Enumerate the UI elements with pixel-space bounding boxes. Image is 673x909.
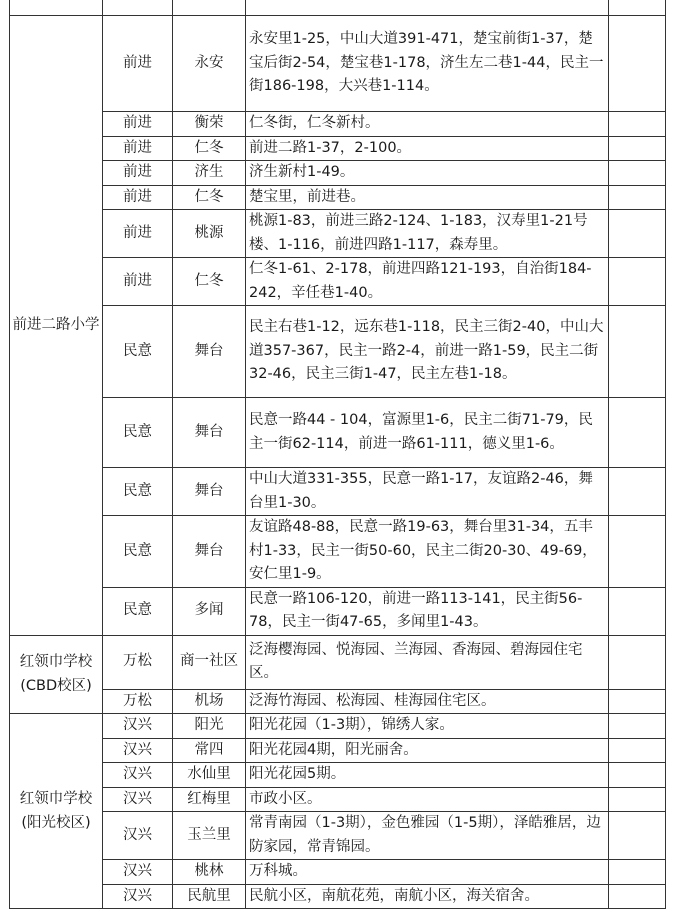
street-cell: 前进 (103, 210, 173, 258)
blank-cell (609, 516, 666, 588)
area-cell: 仁冬1-61、2-178，前进四路121-193，自治街184-242，辛任巷1-40。 (246, 258, 609, 306)
community-cell (173, 0, 246, 16)
street-cell: 汉兴 (103, 884, 173, 909)
community-cell: 仁冬 (173, 185, 246, 210)
street-cell: 民意 (103, 468, 173, 516)
street-cell: 前进 (103, 258, 173, 306)
community-cell: 仁冬 (173, 258, 246, 306)
table-row (10, 884, 666, 909)
street-cell: 前进 (103, 185, 173, 210)
blank-cell (609, 587, 666, 635)
blank-cell (609, 714, 666, 739)
blank-cell (609, 112, 666, 137)
table-row (10, 714, 666, 739)
area-cell: 阳光花园（1-3期），锦绣人家。 (246, 714, 609, 739)
community-cell: 阳光 (173, 714, 246, 739)
street-cell: 前进 (103, 136, 173, 161)
school-cell: 红领巾学校(阳光校区) (10, 714, 103, 909)
street-cell: 汉兴 (103, 860, 173, 885)
blank-cell (609, 398, 666, 468)
street-cell: 前进 (103, 161, 173, 186)
school-cell: 前进二路小学 (10, 16, 103, 636)
community-cell: 商一社区 (173, 635, 246, 689)
street-cell: 前进 (103, 112, 173, 137)
area-cell: 楚宝里，前进巷。 (246, 185, 609, 210)
area-cell: 万科城。 (246, 860, 609, 885)
blank-cell (609, 468, 666, 516)
table-row (10, 516, 666, 588)
blank-cell (609, 185, 666, 210)
table-row (10, 136, 666, 161)
street-cell: 民意 (103, 398, 173, 468)
community-cell: 桃源 (173, 210, 246, 258)
community-cell: 桃林 (173, 860, 246, 885)
blank-cell (609, 812, 666, 860)
area-cell: 前进二路1-37，2-100。 (246, 136, 609, 161)
table-row (10, 161, 666, 186)
table-row (10, 635, 666, 689)
community-cell: 民航里 (173, 884, 246, 909)
blank-cell (609, 860, 666, 885)
street-cell (103, 0, 173, 16)
area-cell: 民主右巷1-12，远东巷1-118，民主三街2-40，中山大道357-367，民主一路2-4，前进一路1-59，民主二街32-46，民主三街1-47，民主左巷1-18。 (246, 306, 609, 398)
blank-cell (609, 306, 666, 398)
table-row (10, 306, 666, 398)
table-body (10, 0, 666, 909)
community-cell: 玉兰里 (173, 812, 246, 860)
area-cell: 民意一路106-120，前进一路113-141，民主街56-78，民主一街47-65，多闻里1-43。 (246, 587, 609, 635)
blank-cell (609, 787, 666, 812)
street-cell: 汉兴 (103, 812, 173, 860)
table-row (10, 738, 666, 763)
community-cell: 舞台 (173, 398, 246, 468)
table-row (10, 258, 666, 306)
area-cell: 阳光花园4期，阳光丽舍。 (246, 738, 609, 763)
community-cell: 水仙里 (173, 763, 246, 788)
community-cell: 济生 (173, 161, 246, 186)
table-row (10, 468, 666, 516)
community-cell: 仁冬 (173, 136, 246, 161)
blank-cell (609, 210, 666, 258)
area-cell (246, 0, 609, 16)
community-cell: 常四 (173, 738, 246, 763)
community-cell: 衡荣 (173, 112, 246, 137)
area-cell: 仁冬街，仁冬新村。 (246, 112, 609, 137)
blank-cell (609, 0, 666, 16)
community-cell: 舞台 (173, 306, 246, 398)
street-cell: 民意 (103, 516, 173, 588)
community-cell: 多闻 (173, 587, 246, 635)
table-row (10, 787, 666, 812)
street-cell: 汉兴 (103, 738, 173, 763)
table-row (10, 112, 666, 137)
blank-cell (609, 738, 666, 763)
street-cell: 前进 (103, 16, 173, 112)
blank-cell (609, 16, 666, 112)
table-row (10, 812, 666, 860)
area-cell: 市政小区。 (246, 787, 609, 812)
table-row-partial (10, 0, 666, 16)
area-cell: 阳光花园5期。 (246, 763, 609, 788)
school-cell (10, 0, 103, 16)
street-cell: 万松 (103, 689, 173, 714)
community-cell: 机场 (173, 689, 246, 714)
blank-cell (609, 884, 666, 909)
area-cell: 泛海竹海园、松海园、桂海园住宅区。 (246, 689, 609, 714)
street-cell: 民意 (103, 587, 173, 635)
community-cell: 舞台 (173, 516, 246, 588)
blank-cell (609, 258, 666, 306)
table-row (10, 16, 666, 112)
community-cell: 永安 (173, 16, 246, 112)
area-cell: 永安里1-25，中山大道391-471，楚宝前街1-37，楚宝后街2-54，楚宝巷1-178，济生左二巷1-44，民主一街186-198，大兴巷1-114。 (246, 16, 609, 112)
street-cell: 万松 (103, 635, 173, 689)
street-cell: 汉兴 (103, 763, 173, 788)
school-cell: 红领巾学校(CBD校区) (10, 635, 103, 714)
blank-cell (609, 763, 666, 788)
street-cell: 汉兴 (103, 714, 173, 739)
blank-cell (609, 136, 666, 161)
community-cell: 红梅里 (173, 787, 246, 812)
table-row (10, 860, 666, 885)
table-row (10, 587, 666, 635)
area-cell: 中山大道331-355，民意一路1-17，友谊路2-46，舞台里1-30。 (246, 468, 609, 516)
table-row (10, 185, 666, 210)
school-district-table (9, 0, 666, 909)
area-cell: 民航小区，南航花苑，南航小区，海关宿舍。 (246, 884, 609, 909)
street-cell: 汉兴 (103, 787, 173, 812)
blank-cell (609, 161, 666, 186)
area-cell: 桃源1-83，前进三路2-124、1-183，汉寿里1-21号楼、1-116，前进四路1-117，森寿里。 (246, 210, 609, 258)
area-cell: 常青南园（1-3期），金色雅园（1-5期），泽皓雅居，边防家园，常青锦园。 (246, 812, 609, 860)
street-cell: 民意 (103, 306, 173, 398)
table-row (10, 689, 666, 714)
area-cell: 济生新村1-49。 (246, 161, 609, 186)
community-cell: 舞台 (173, 468, 246, 516)
area-cell: 泛海樱海园、悦海园、兰海园、香海园、碧海园住宅区。 (246, 635, 609, 689)
area-cell: 友谊路48-88，民意一路19-63，舞台里31-34，五丰村1-33，民主一街50-60，民主二街20-30、49-69，安仁里1-9。 (246, 516, 609, 588)
table-row (10, 210, 666, 258)
area-cell: 民意一路44 - 104，富源里1-6，民主二街71-79，民主一街62-114，前进一路61-111，德义里1-6。 (246, 398, 609, 468)
blank-cell (609, 689, 666, 714)
blank-cell (609, 635, 666, 689)
table-row (10, 398, 666, 468)
table-row (10, 763, 666, 788)
